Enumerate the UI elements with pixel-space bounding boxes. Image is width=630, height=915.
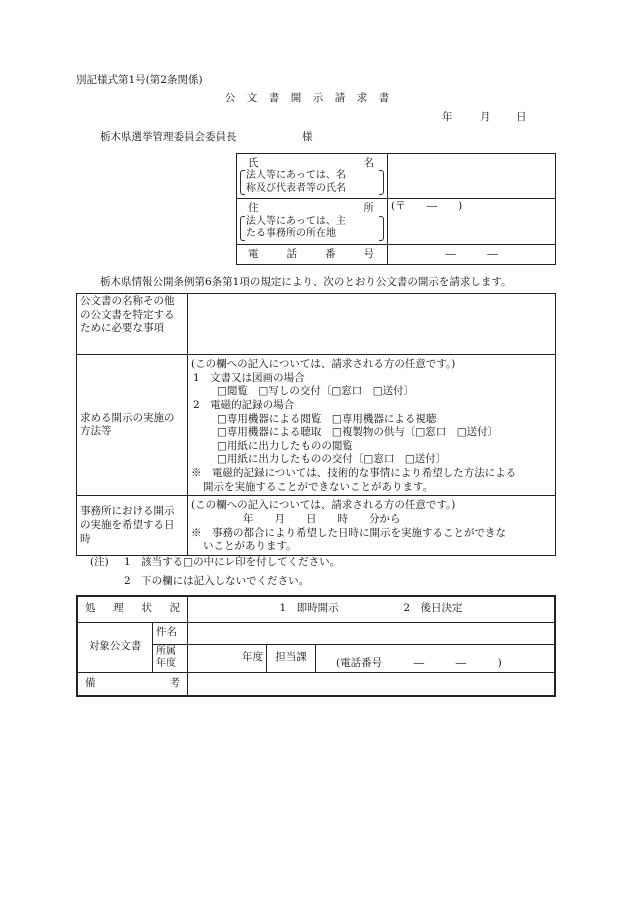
status-later: 2 後日決定 — [403, 602, 463, 615]
title-char: 請 — [334, 92, 346, 104]
name-note-line2: 称及び代表者等の氏名 — [246, 182, 346, 194]
status-label-cell — [77, 596, 188, 622]
section-phone: (電話番号 ― ― ) — [336, 656, 502, 669]
address-label-a: 住 — [248, 202, 259, 215]
section-label: 担当課 — [275, 651, 307, 664]
name-input[interactable] — [388, 154, 556, 199]
title-char: 文 — [246, 92, 258, 104]
form-number: 別記様式第1号(第2条関係) — [76, 74, 203, 86]
address-label-cell — [237, 199, 388, 245]
note-2: 2 下の欄には記入しないでください。 — [124, 575, 310, 587]
intro-text: 栃木県情報公開条例第6条第1項の規定により、次のとおり公文書の開示を請求します。 — [100, 276, 512, 288]
method-note: (この欄への記入については、請求される方の任意です。) — [191, 358, 456, 370]
method-electronic-option[interactable]: □用紙に出力したものの交付〔□窓口 □送付〕 — [217, 453, 447, 466]
office-use-table — [76, 595, 556, 697]
request-table — [76, 293, 556, 556]
title-char: 求 — [356, 92, 368, 104]
note-1: 1 該当する□の中にレ印を付してください。 — [124, 556, 341, 568]
postal-code: (〒 ― ) — [391, 200, 463, 212]
dept-label-1: 所属 — [156, 645, 176, 657]
fiscal-year-cell — [188, 644, 267, 672]
date-year-label: 年 — [442, 111, 453, 123]
address-note-line1: 法人等にあっては、主 — [246, 215, 346, 227]
name-label-a: 氏 — [248, 156, 259, 169]
method-caution-cont: 開示を実施することができないことがあります。 — [203, 480, 434, 493]
datetime-note: (この欄への記入については、請求される方の任意です。) — [191, 499, 456, 512]
status-label-char: 処 — [85, 602, 96, 615]
datetime-caution-cont: いことがあります。 — [203, 540, 297, 553]
remarks-value — [188, 672, 556, 696]
method-paper-heading: 1 文書又は図画の場合 — [193, 371, 305, 384]
honorific: 様 — [302, 131, 313, 143]
method-options — [188, 355, 556, 496]
date-month-label: 月 — [480, 111, 491, 123]
datetime-caution: ※ 事務の都合により希望した日時に開示を実施することができな — [191, 526, 506, 539]
status-label-char: 状 — [141, 602, 152, 615]
document-label-cell — [77, 294, 188, 355]
dept-label-2: 年度 — [156, 658, 176, 669]
title-char: 書 — [268, 92, 280, 104]
method-electronic-option[interactable]: □専用機器による聴取 □複製物の供与〔□窓口 □送付〕 — [217, 426, 499, 439]
method-electronic-option[interactable]: □用紙に出力したものの閲覧 — [217, 439, 353, 452]
status-options — [188, 596, 556, 622]
document-input[interactable] — [188, 294, 556, 355]
address-label-b: 所 — [363, 202, 374, 215]
name-label-b: 名 — [363, 156, 374, 169]
title-char: 公 — [224, 92, 236, 104]
notes-prefix: (注) — [90, 556, 109, 568]
method-paper-options[interactable]: □閲覧 □写しの交付〔□窓口 □送付〕 — [217, 385, 415, 398]
subject-value — [188, 622, 556, 644]
status-label-char: 理 — [113, 602, 124, 615]
phone-label-char: 電 — [248, 247, 259, 260]
remarks-label-b: 考 — [169, 676, 180, 689]
datetime-cell[interactable] — [188, 496, 556, 556]
phone-label-cell — [237, 245, 388, 265]
method-caution: ※ 電磁的記録については、技術的な事情により希望した方法による — [191, 467, 517, 480]
name-note-line1: 法人等にあっては、名 — [246, 170, 346, 182]
remarks-label-a: 備 — [85, 676, 96, 689]
phone-input[interactable] — [388, 245, 556, 265]
title-char: 示 — [312, 92, 324, 104]
subject-label-cell — [153, 622, 188, 644]
target-label: 対象公文書 — [88, 640, 142, 653]
datetime-label: 事務所における開示の実施を希望する日時 — [80, 505, 175, 545]
status-label-char: 況 — [169, 602, 180, 615]
method-electronic-heading: 2 電磁的記録の場合 — [193, 398, 295, 411]
name-label-cell — [237, 154, 388, 199]
page-title — [219, 92, 395, 105]
document-label: 公文書の名称その他の公文書を特定するために必要な事項 — [80, 295, 175, 335]
target-label-cell — [77, 622, 153, 672]
datetime-fields: 年 月 日 時 分から — [243, 513, 401, 526]
method-electronic-option[interactable]: □専用機器による閲覧 □専用機器による視聴 — [217, 412, 437, 425]
datetime-label-cell — [77, 496, 188, 556]
section-value-cell — [316, 644, 556, 672]
phone-label-char: 番 — [325, 247, 336, 260]
method-label-cell — [77, 355, 188, 496]
title-char: 開 — [290, 92, 302, 104]
addressee: 栃木県選挙管理委員会委員長 — [100, 131, 237, 143]
dept-label-cell — [153, 644, 188, 672]
date-day-label: 日 — [516, 111, 527, 123]
subject-label: 件名 — [156, 626, 177, 639]
address-note-line2: たる事務所の所在地 — [246, 228, 336, 240]
address-input[interactable] — [388, 199, 556, 245]
applicant-table — [236, 153, 556, 265]
fiscal-year-label: 年度 — [242, 651, 263, 664]
status-immediate: 1 即時開示 — [279, 602, 339, 615]
phone-label-char: 話 — [286, 247, 297, 260]
remarks-label-cell — [77, 672, 188, 696]
section-label-cell — [267, 644, 316, 672]
title-char: 書 — [378, 92, 390, 104]
method-label: 求める開示の実施の方法等 — [80, 411, 175, 438]
phone-label-char: 号 — [363, 247, 374, 260]
phone-value: ― ― — [445, 247, 498, 260]
